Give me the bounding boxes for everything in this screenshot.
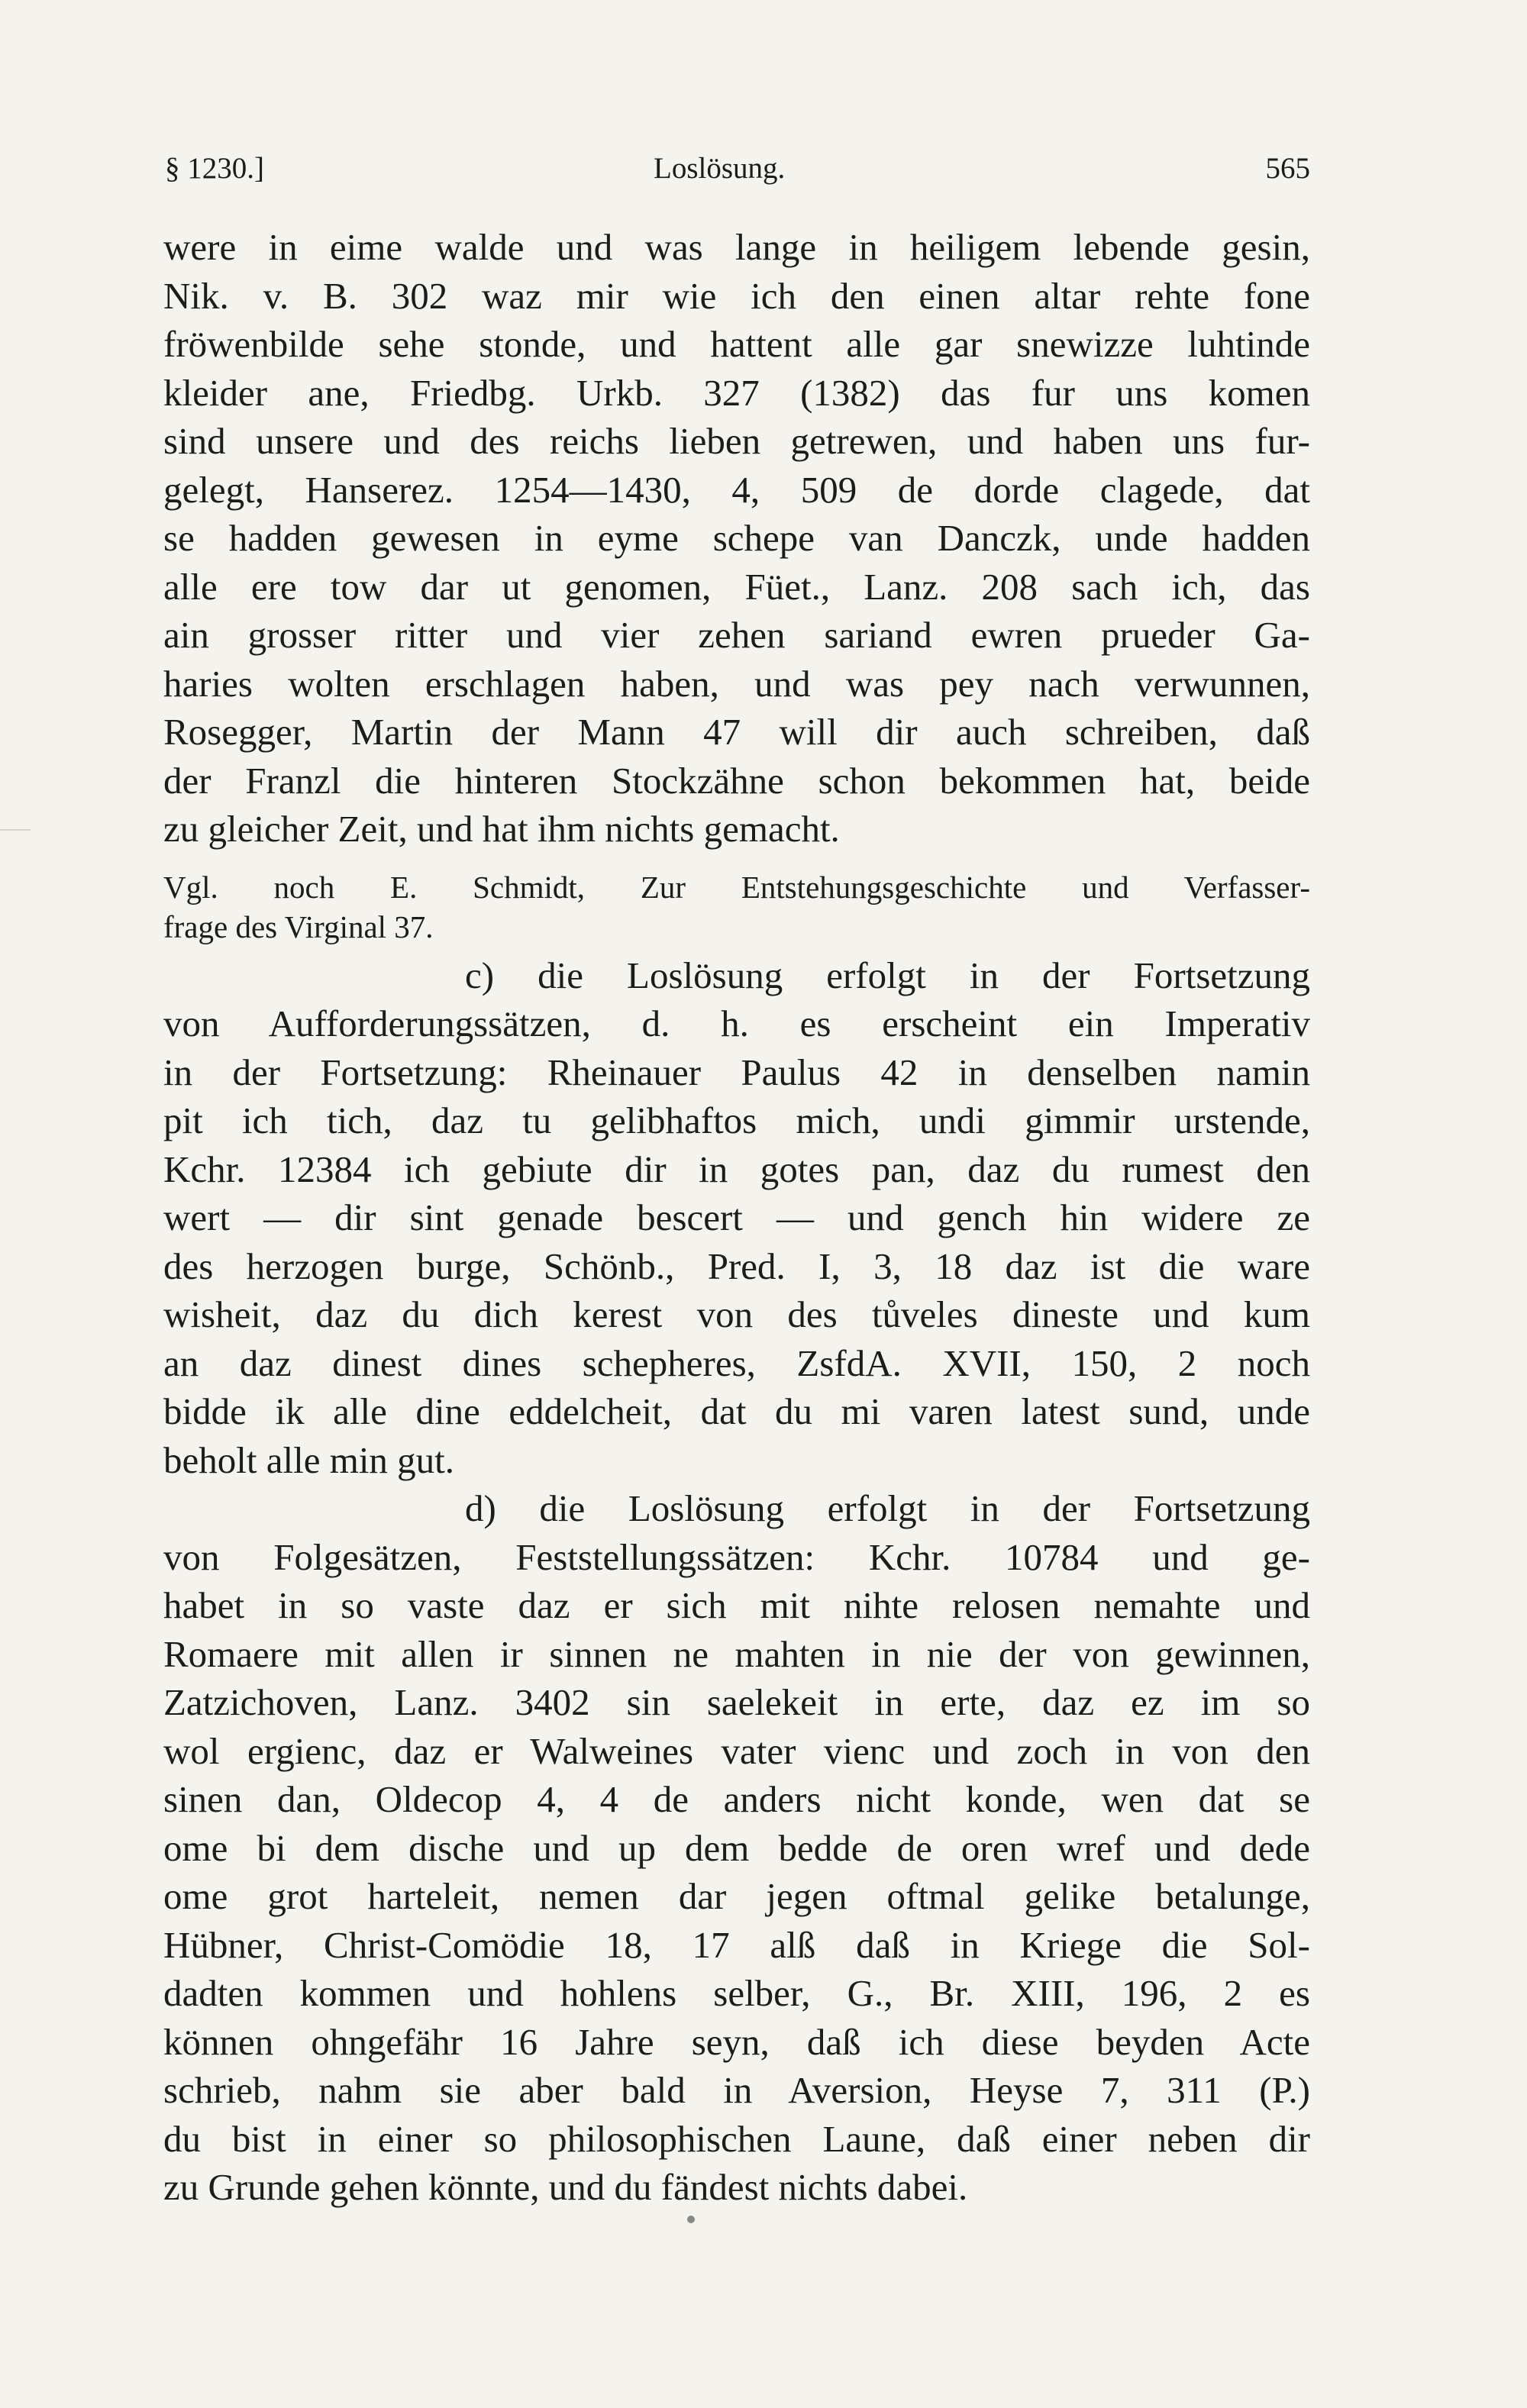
text-line: d) die Loslösung erfolgt in der Fortsetzung <box>465 1487 1310 1529</box>
paragraph-d <box>163 1484 1310 2212</box>
text-line: se hadden gewesen in eyme schepe van Danczk, unde hadden <box>163 517 1310 559</box>
text-line: zu gleicher Zeit, und hat ihm nichts gemacht. <box>163 808 840 850</box>
stain-dot <box>687 2216 695 2223</box>
text-line: ome bi dem dische und up dem bedde de oren wref und dede <box>163 1826 1310 1869</box>
text-line: sind unsere und des reichs lieben getrewen, und haben uns fur- <box>163 420 1310 462</box>
reference-note <box>163 867 1310 947</box>
text-line: were in eime walde und was lange in heiligem lebende gesin, <box>163 226 1310 268</box>
text-line: Kchr. 12384 ich gebiute dir in gotes pan, daz du rumest den <box>163 1148 1310 1190</box>
text-line: des herzogen burge, Schönb., Pred. I, 3, 18 daz ist die ware <box>163 1244 1310 1287</box>
text-line: wert — dir sint genade bescert — und gench hin widere ze <box>163 1196 1310 1238</box>
text-line: schrieb, nahm sie aber bald in Aversion, Heyse 7, 311 (P.) <box>163 2069 1310 2111</box>
text-line: gelegt, Hanserez. 1254—1430, 4, 509 de dorde clagede, dat <box>163 468 1310 511</box>
text-line: Romaere mit allen ir sinnen ne mahten in nie der von gewinnen, <box>163 1632 1310 1675</box>
text-line: c) die Loslösung erfolgt in der Fortsetzung <box>465 954 1310 996</box>
text-line: alle ere tow dar ut genomen, Füet., Lanz. 208 sach ich, das <box>163 565 1310 608</box>
text-line: fröwenbilde sehe stonde, und hattent alle gar snewizze luhtinde <box>163 323 1310 365</box>
text-line: ain grosser ritter und vier zehen sariand ewren prueder Ga- <box>163 614 1310 656</box>
text-line: wol ergienc, daz er Walweines vater vienc und zoch in von den <box>163 1729 1310 1772</box>
text-line: wisheit, daz du dich kerest von des tůveles dineste und kum <box>163 1293 1310 1335</box>
paragraph-c <box>163 951 1310 1485</box>
text-line: zu Grunde gehen könnte, und du fändest nichts dabei. <box>163 2166 968 2208</box>
text-line: pit ich tich, daz tu gelibhaftos mich, undi gimmir urstende, <box>163 1099 1310 1141</box>
text-line: kleider ane, Friedbg. Urkb. 327 (1382) das fur uns komen <box>163 371 1310 414</box>
running-title: Loslösung. <box>654 152 786 185</box>
text-line: Hübner, Christ-Comödie 18, 17 alß daß in Kriege die Sol- <box>163 1923 1310 1966</box>
text-line: ome grot harteleit, nemen dar jegen oftmal gelike betalunge, <box>163 1875 1310 1917</box>
text-line: haries wolten erschlagen haben, und was pey nach verwunnen, <box>163 662 1310 705</box>
page-number: 565 <box>1265 152 1310 185</box>
text-line: dadten kommen und hohlens selber, G., Br. XIII, 196, 2 es <box>163 1972 1310 2014</box>
text-line: in der Fortsetzung: Rheinauer Paulus 42 in denselben namin <box>163 1051 1310 1093</box>
text-line: von Aufforderungssätzen, d. h. es erscheint ein Imperativ <box>163 1002 1310 1044</box>
text-line: frage des Virginal 37. <box>163 909 434 944</box>
text-line: bidde ik alle dine eddelcheit, dat du mi varen latest sund, unde <box>163 1390 1310 1432</box>
running-header <box>165 151 1310 197</box>
text-line: Rosegger, Martin der Mann 47 will dir auch schreiben, daß <box>163 711 1310 753</box>
margin-mark <box>0 829 31 831</box>
text-line: von Folgesätzen, Feststellungssätzen: Kchr. 10784 und ge- <box>163 1535 1310 1578</box>
text-line: habet in so vaste daz er sich mit nihte relosen nemahte und <box>163 1584 1310 1626</box>
section-number: § 1230.] <box>165 152 264 185</box>
page-body <box>163 223 1310 2212</box>
text-line: an daz dinest dines schepheres, ZsfdA. XVII, 150, 2 noch <box>163 1341 1310 1384</box>
text-line: können ohngefähr 16 Jahre seyn, daß ich diese beyden Acte <box>163 2020 1310 2063</box>
paragraph-examples <box>163 223 1310 854</box>
text-line: Nik. v. B. 302 waz mir wie ich den einen altar rehte fone <box>163 274 1310 317</box>
text-line: beholt alle min gut. <box>163 1438 455 1481</box>
text-line: du bist in einer so philosophischen Laune, daß einer neben dir <box>163 2117 1310 2160</box>
text-line: Zatzichoven, Lanz. 3402 sin saelekeit in erte, daz ez im so <box>163 1681 1310 1723</box>
text-line: sinen dan, Oldecop 4, 4 de anders nicht konde, wen dat se <box>163 1778 1310 1820</box>
text-line: Vgl. noch E. Schmidt, Zur Entstehungsgeschichte und Verfasser- <box>163 869 1310 905</box>
text-line: der Franzl die hinteren Stockzähne schon bekommen hat, beide <box>163 759 1310 802</box>
